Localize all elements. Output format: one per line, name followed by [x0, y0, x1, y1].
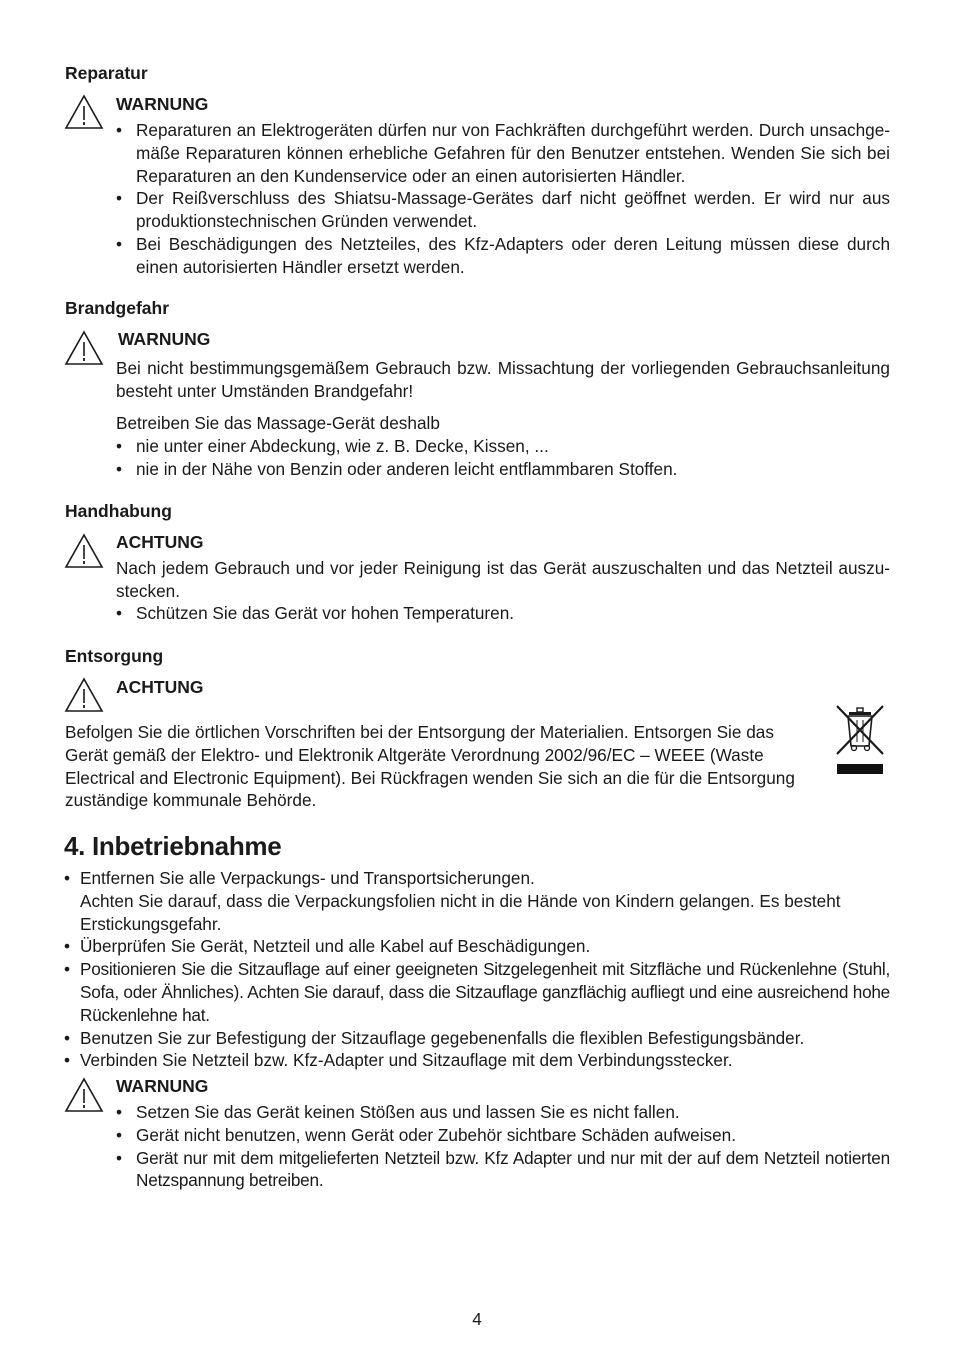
warning-triangle-icon [64, 94, 104, 130]
list-item: • Benutzen Sie zur Befestigung der Sitzauflage gegebenenfalls die flexiblen Befestigungsbänder. [64, 1027, 805, 1048]
inbetriebnahme-warning-list [116, 1101, 890, 1192]
crossed-out-wheelie-bin-icon [833, 702, 887, 776]
handhabung-list [116, 602, 890, 625]
chapter-heading: 4. Inbetriebnahme [64, 831, 282, 861]
bullet: • [116, 233, 123, 254]
bullet: • [116, 458, 123, 479]
list-item: • Überprüfen Sie Gerät, Netzteil und alle Kabel auf Beschädigungen. [64, 936, 591, 957]
bullet: • [116, 120, 123, 140]
list-item: • Positionieren Sie die Sitzauflage auf einer geeigneten Sitzgelegenheit mit Sitzfläche und Rückenlehne (Stuhl, Sofa, oder Ähnliches). Achten Sie darauf, dass die Sitzauflage ganzflächig aufliegt und eine ausreichend hohe Rückenlehne hat. [64, 959, 890, 1025]
inbetriebnahme-list [64, 867, 890, 1072]
list-item: • nie in der Nähe von Benzin oder anderen leicht entflammbaren Stoffen. [116, 458, 678, 479]
bullet: • [64, 936, 71, 957]
list-item: • Entfernen Sie alle Verpackungs- und Transportsicherungen. Achten Sie darauf, dass die Verpackungsfolien nicht in die Hände von Kindern gelangen. Es besteht Erstickungsgefahr. [64, 868, 841, 934]
reparatur-list [116, 119, 890, 279]
list-item: • Bei Beschädigungen des Netzteiles, des Kfz-Adapters oder deren Leitung müssen diese durch einen autorisierten Händler ersetzt werden. [116, 233, 890, 277]
list-item: • Der Reißverschluss des Shiatsu-Massage-Gerätes darf nicht geöffnet werden. Er wird nur aus produktionstechnischen Gründen verwendet. [116, 188, 890, 232]
warning-triangle-icon [64, 330, 104, 366]
warning-triangle-icon [64, 677, 104, 713]
brandgefahr-list [116, 435, 890, 481]
bullet: • [64, 868, 71, 888]
section-heading-brandgefahr: Brandgefahr [65, 298, 170, 318]
bullet: • [116, 1124, 123, 1145]
list-item: • Reparaturen an Elektrogeräten dürfen nur von Fachkräften durchgeführt werden. Durch unsachge-mäße Reparaturen können erhebliche Gefahren für den Benutzer entstehen. Wenden Sie sich bei Reparaturen an den Kundenservice oder an einen autorisierten Händler. [116, 120, 890, 186]
section-heading-entsorgung: Entsorgung [65, 646, 164, 666]
bullet: • [64, 959, 70, 980]
warning-label: ACHTUNG [116, 532, 204, 552]
list-item: • Verbinden Sie Netzteil bzw. Kfz-Adapter und Sitzauflage mit dem Verbindungsstecker. [64, 1050, 733, 1071]
section-heading-reparatur: Reparatur [65, 63, 148, 83]
list-item: • Setzen Sie das Gerät keinen Stößen aus und lassen Sie es nicht fallen. [116, 1102, 680, 1122]
handhabung-paragraph: Nach jedem Gebrauch und vor jeder Reinigung ist das Gerät auszuschalten und das Netzteil auszu-stecken. [116, 558, 890, 601]
warning-label: WARNUNG [116, 1076, 209, 1096]
warning-triangle-icon [64, 1077, 104, 1113]
bullet: • [116, 188, 123, 209]
warning-triangle-icon [64, 533, 104, 569]
list-item: • nie unter einer Abdeckung, wie z. B. Decke, Kissen, ... [116, 436, 549, 456]
bullet: • [116, 1147, 122, 1168]
list-item: • Schützen Sie das Gerät vor hohen Temperaturen. [116, 603, 515, 623]
brandgefahr-intro: Betreiben Sie das Massage-Gerät deshalb [116, 413, 440, 433]
bullet: • [116, 1102, 123, 1122]
bullet: • [64, 1027, 71, 1048]
list-item: • Gerät nicht benutzen, wenn Gerät oder Zubehör sichtbare Schäden aufweisen. [116, 1124, 737, 1145]
bullet: • [64, 1050, 71, 1071]
bullet: • [116, 436, 123, 456]
warning-label: WARNUNG [118, 329, 211, 349]
page-number: 4 [472, 1309, 482, 1329]
bullet: • [116, 603, 123, 623]
section-heading-handhabung: Handhabung [65, 501, 172, 521]
brandgefahr-paragraph: Bei nicht bestimmungsgemäßem Gebrauch bzw. Missachtung der vorliegenden Gebrauchsanleitung besteht unter Umständen Brandgefahr! [116, 358, 890, 401]
warning-label: WARNUNG [116, 94, 209, 114]
warning-label: ACHTUNG [116, 677, 204, 697]
list-item: • Gerät nur mit dem mitgelieferten Netzteil bzw. Kfz Adapter und nur mit der auf dem Netzteil notierten Netzspannung betreiben. [116, 1147, 890, 1191]
entsorgung-paragraph: Befolgen Sie die örtlichen Vorschriften bei der Entsorgung der Materialien. Entsorgen Sie das Gerät gemäß der Elektro- und Elektronik Altgeräte Verordnung 2002/96/EC – WEEE (Waste Electrical and Electronic Equipment). Bei Rückfragen wenden Sie sich an die für die Entsorgung zuständige kommunale Behörde. [65, 722, 795, 811]
